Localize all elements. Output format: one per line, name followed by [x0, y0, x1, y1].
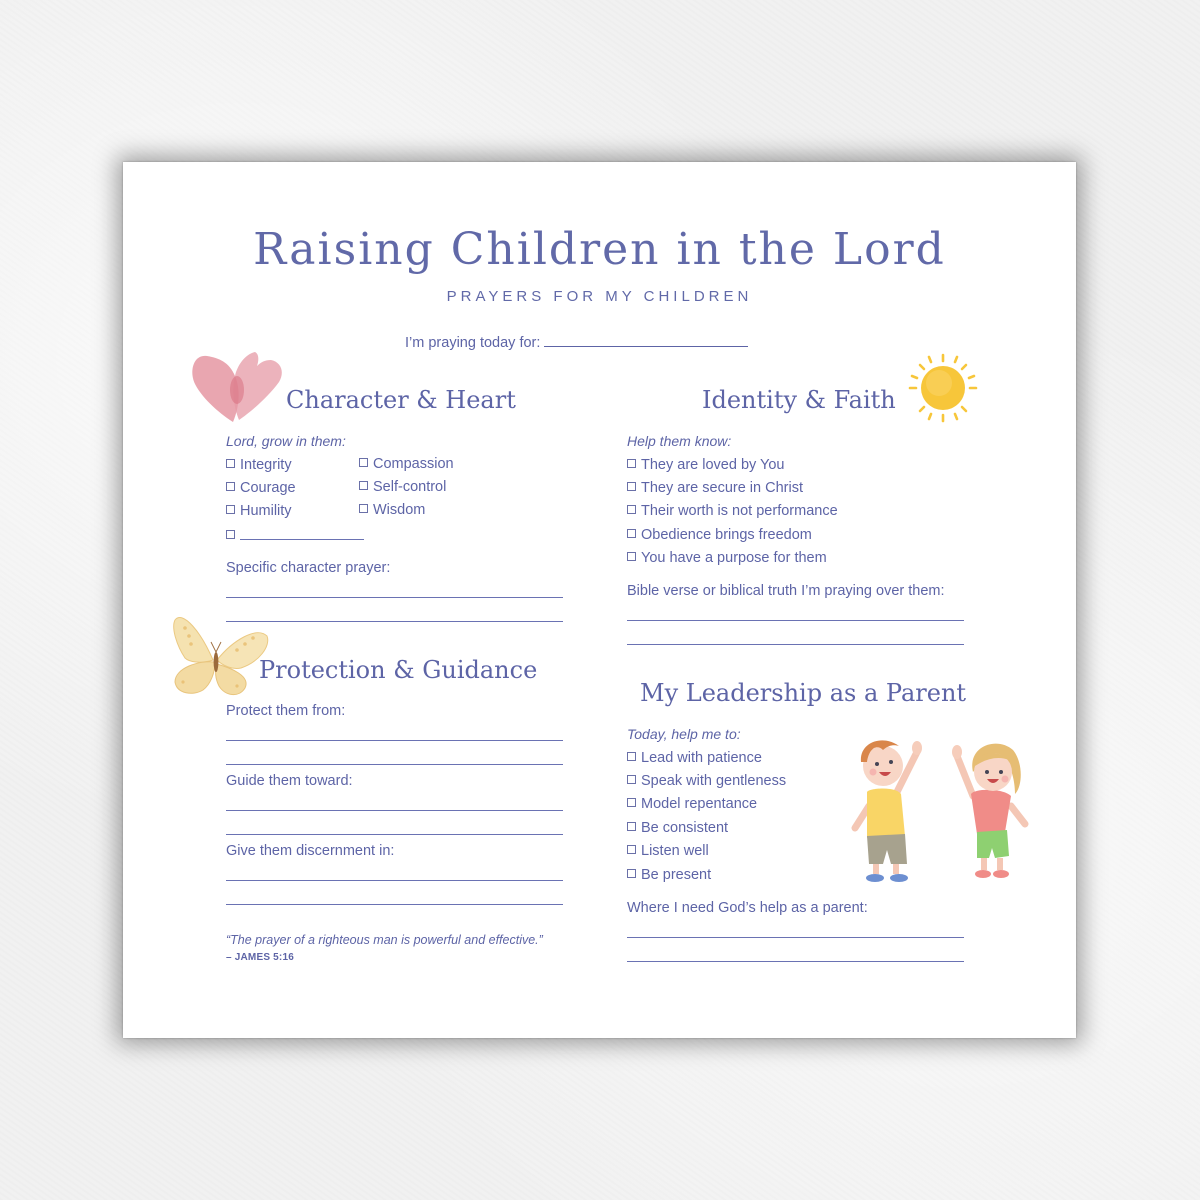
discernment-line-2[interactable]: [226, 904, 563, 905]
identity-prompt: Help them know:: [627, 433, 732, 449]
discernment-label: Give them discernment in:: [226, 843, 395, 859]
praying-for-blank[interactable]: [544, 334, 748, 347]
children-high-five-illustration: [847, 732, 1033, 884]
checkbox-leadership-5[interactable]: Listen well: [627, 843, 709, 859]
section-title-leadership: My Leadership as a Parent: [640, 679, 967, 707]
checkbox-icon[interactable]: [627, 459, 636, 468]
discernment-line-1[interactable]: [226, 880, 563, 881]
specific-character-prayer-label: Specific character prayer:: [226, 560, 391, 576]
checkbox-icon[interactable]: [226, 459, 235, 468]
hearts-icon: [189, 350, 285, 428]
character-prayer-line-1[interactable]: [226, 597, 563, 598]
bible-verse-line-2[interactable]: [627, 644, 964, 645]
checkbox-icon[interactable]: [359, 481, 368, 490]
checkbox-icon[interactable]: [627, 505, 636, 514]
parent-help-label: Where I need God’s help as a parent:: [627, 900, 868, 916]
parent-help-line-2[interactable]: [627, 961, 964, 962]
checkbox-custom[interactable]: [226, 528, 364, 544]
checkbox-icon[interactable]: [627, 822, 636, 831]
checkbox-icon[interactable]: [627, 529, 636, 538]
checkbox-icon[interactable]: [359, 504, 368, 513]
praying-for-field[interactable]: [405, 334, 748, 351]
scripture-reference: – JAMES 5:16: [226, 952, 294, 963]
checkbox-icon[interactable]: [226, 530, 235, 539]
checkbox-leadership-1[interactable]: Lead with patience: [627, 750, 762, 766]
checkbox-identity-5[interactable]: You have a purpose for them: [627, 550, 827, 566]
checkbox-compassion[interactable]: Compassion: [359, 456, 454, 472]
checkbox-courage[interactable]: Courage: [226, 480, 296, 496]
checkbox-identity-1[interactable]: They are loved by You: [627, 457, 785, 473]
checkbox-icon[interactable]: [627, 482, 636, 491]
checkbox-icon[interactable]: [627, 775, 636, 784]
sun-icon: [907, 352, 979, 424]
checkbox-icon[interactable]: [226, 505, 235, 514]
bible-verse-label: Bible verse or biblical truth I’m praying over them:: [627, 583, 945, 599]
butterfly-icon: [171, 606, 273, 700]
leadership-prompt: Today, help me to:: [627, 726, 741, 742]
character-prompt: Lord, grow in them:: [226, 433, 346, 449]
checkbox-leadership-4[interactable]: Be consistent: [627, 820, 728, 836]
guide-toward-line-2[interactable]: [226, 834, 563, 835]
character-prayer-line-2[interactable]: [226, 621, 563, 622]
scripture-quote: “The prayer of a righteous man is powerful and effective.”: [226, 933, 543, 947]
checkbox-integrity[interactable]: Integrity: [226, 457, 292, 473]
page-title: Raising Children in the Lord: [253, 224, 946, 275]
custom-trait-blank[interactable]: [240, 529, 364, 540]
checkbox-icon[interactable]: [627, 552, 636, 561]
checkbox-self-control[interactable]: Self-control: [359, 479, 446, 495]
praying-for-label: I’m praying today for:: [405, 335, 541, 351]
checkbox-leadership-3[interactable]: Model repentance: [627, 796, 757, 812]
protect-from-line-2[interactable]: [226, 764, 563, 765]
printable-page: [123, 162, 1076, 1038]
parent-help-line-1[interactable]: [627, 937, 964, 938]
checkbox-identity-2[interactable]: They are secure in Christ: [627, 480, 803, 496]
checkbox-icon[interactable]: [627, 845, 636, 854]
checkbox-leadership-6[interactable]: Be present: [627, 867, 711, 883]
checkbox-icon[interactable]: [359, 458, 368, 467]
protect-from-line-1[interactable]: [226, 740, 563, 741]
checkbox-leadership-2[interactable]: Speak with gentleness: [627, 773, 786, 789]
section-title-character: Character & Heart: [286, 386, 516, 414]
checkbox-humility[interactable]: Humility: [226, 503, 292, 519]
checkbox-icon[interactable]: [627, 752, 636, 761]
checkbox-icon[interactable]: [627, 869, 636, 878]
guide-toward-line-1[interactable]: [226, 810, 563, 811]
checkbox-wisdom[interactable]: Wisdom: [359, 502, 425, 518]
section-title-identity: Identity & Faith: [702, 386, 896, 414]
protect-from-label: Protect them from:: [226, 703, 346, 719]
checkbox-identity-3[interactable]: Their worth is not performance: [627, 503, 838, 519]
checkbox-identity-4[interactable]: Obedience brings freedom: [627, 527, 812, 543]
bible-verse-line-1[interactable]: [627, 620, 964, 621]
checkbox-icon[interactable]: [627, 798, 636, 807]
guide-toward-label: Guide them toward:: [226, 773, 353, 789]
section-title-protection: Protection & Guidance: [259, 656, 538, 684]
checkbox-icon[interactable]: [226, 482, 235, 491]
page-subtitle: PRAYERS FOR MY CHILDREN: [446, 288, 753, 305]
